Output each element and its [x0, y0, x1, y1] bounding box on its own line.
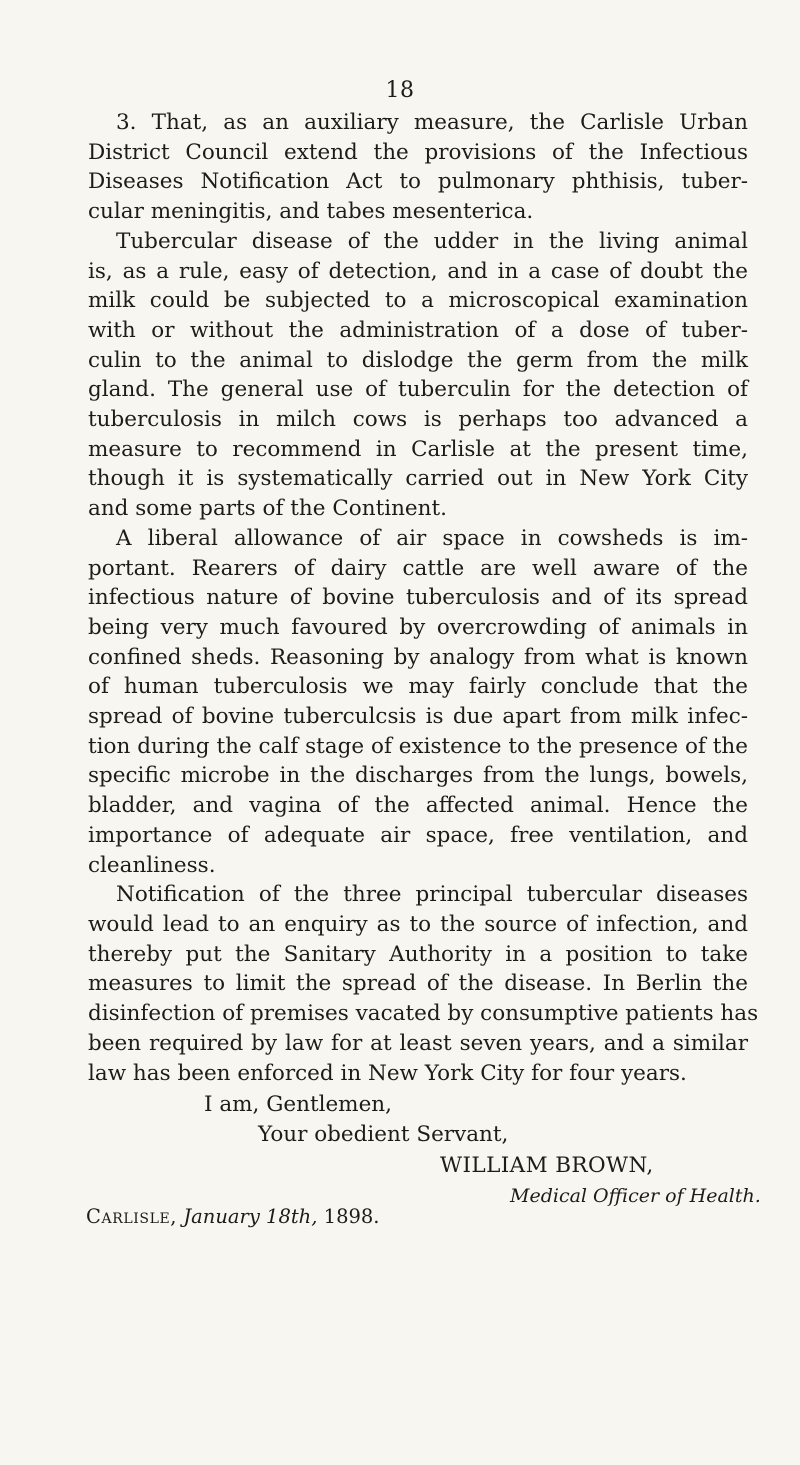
text-line: cleanliness. [88, 852, 216, 878]
paragraph-recommendation-3 [88, 108, 748, 227]
text-line: A liberal allowance of air space in cowsheds is im- [116, 525, 748, 551]
text-line: thereby put the Sanitary Authority in a position to take [88, 941, 748, 967]
text-line: disinfection of premises vacated by consumptive patients has [88, 1001, 759, 1027]
text-line: bladder, and vagina of the affected animal. Hence the [88, 793, 748, 819]
text-line: confined sheds. Reasoning by analogy from what is known [88, 644, 748, 670]
signature-title: Medical Officer of Health. [510, 1185, 761, 1207]
text-line: tuberculosis in milch cows is perhaps too advanced a [88, 407, 748, 433]
letter-year: 1898. [323, 1205, 380, 1228]
text-line: measures to limit the spread of the disease. In Berlin the [88, 971, 748, 997]
page-number: 18 [385, 78, 415, 103]
text-line: cular meningitis, and tabes mesenterica. [88, 199, 534, 225]
place-name: Carlisle, [86, 1205, 178, 1228]
text-line: gland. The general use of tuberculin for the detection of [88, 377, 748, 403]
text-line: of human tuberculosis we may fairly conclude that the [88, 674, 748, 700]
text-line: measure to recommend in Carlisle at the present time, [88, 436, 748, 462]
text-line: been required by law for at least seven years, and a similar [88, 1030, 748, 1056]
text-line: importance of adequate air space, free ventilation, and [88, 822, 748, 848]
text-line: law has been enforced in New York City for four years. [88, 1060, 687, 1086]
paragraph-udder-disease [88, 227, 748, 524]
body-text [88, 108, 759, 1088]
signature-name: WILLIAM BROWN, [440, 1153, 654, 1178]
text-line: is, as a rule, easy of detection, and in a case of doubt the [88, 258, 748, 284]
text-line: District Council extend the provisions of the Infectious [88, 139, 748, 165]
text-line: infectious nature of bovine tuberculosis and of its spread [88, 585, 748, 611]
place-date [86, 1205, 379, 1228]
text-line: though it is systematically carried out in New York City [88, 466, 748, 492]
text-line: 3. That, as an auxiliary measure, the Carlisle Urban [116, 110, 748, 135]
text-line: culin to the animal to dislodge the germ from the milk [88, 347, 748, 373]
text-line: with or without the administration of a dose of tuber- [88, 317, 748, 343]
text-line: and some parts of the Continent. [88, 496, 447, 522]
text-line: Diseases Notification Act to pulmonary phthisis, tuber- [88, 169, 748, 195]
text-line: portant. Rearers of dairy cattle are well aware of the [88, 555, 748, 581]
text-line: milk could be subjected to a microscopical examination [88, 288, 748, 314]
text-line: would lead to an enquiry as to the source of infection, and [88, 911, 748, 937]
paragraph-air-space [88, 524, 748, 880]
text-line: tion during the calf stage of existence to the presence of the [88, 733, 748, 759]
closing-servant: Your obedient Servant, [258, 1122, 509, 1147]
closing-salutation: I am, Gentlemen, [204, 1092, 392, 1117]
letter-date: January 18th, [183, 1205, 318, 1228]
paragraph-notification [88, 880, 759, 1088]
text-line: Notification of the three principal tubercular diseases [116, 882, 748, 908]
text-line: being very much favoured by overcrowding of animals in [88, 614, 748, 640]
text-line: spread of bovine tuberculcsis is due apart from milk infec- [88, 704, 748, 730]
text-line: specific microbe in the discharges from the lungs, bowels, [88, 763, 748, 789]
text-line: Tubercular disease of the udder in the living animal [116, 228, 748, 254]
